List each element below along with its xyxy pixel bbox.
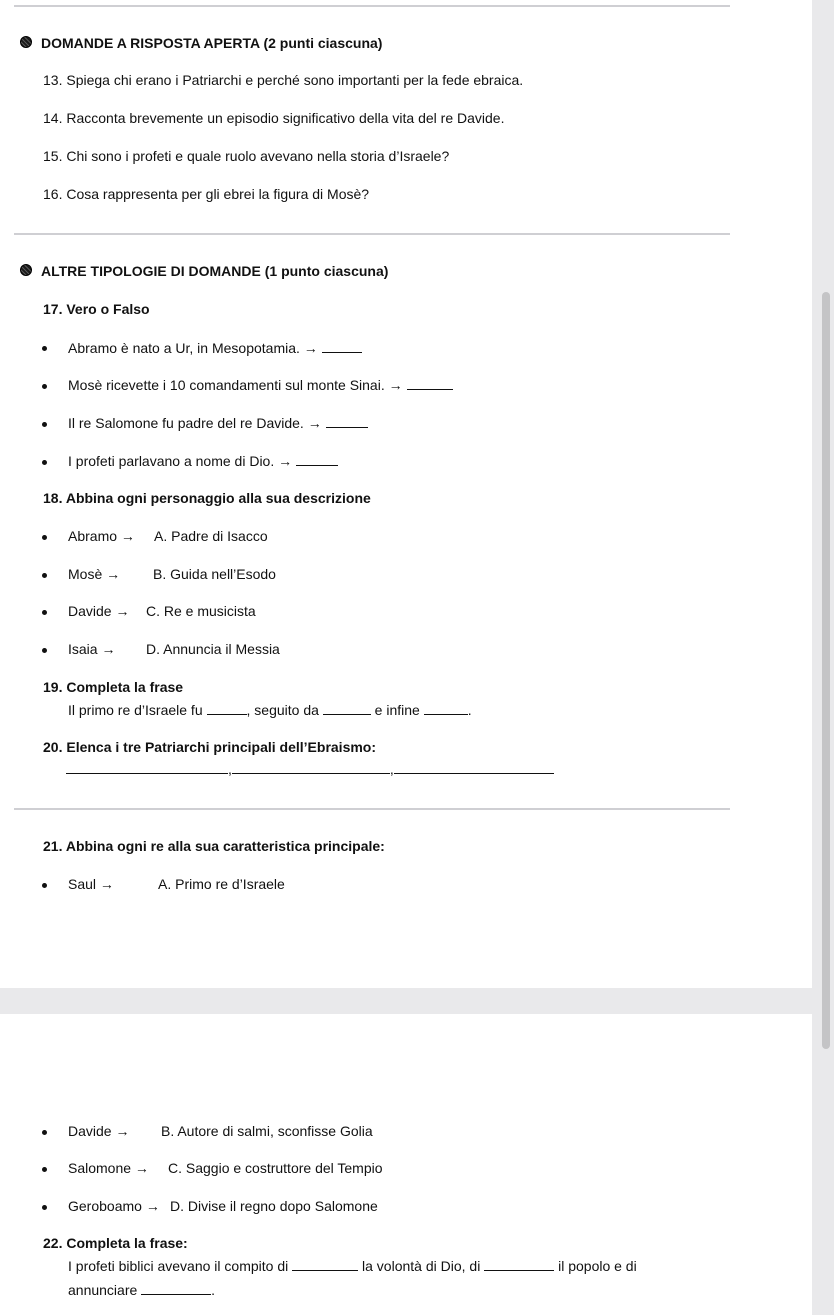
answer-blank[interactable] xyxy=(322,339,362,353)
section-title-open-questions: DOMANDE A RISPOSTA APERTA (2 punti ciascuna) xyxy=(41,35,383,51)
question-17-title: 17. Vero o Falso xyxy=(43,301,150,317)
answer-blank[interactable] xyxy=(296,452,338,466)
section-title-other-questions: ALTRE TIPOLOGIE DI DOMANDE (1 punto ciascuna) xyxy=(41,263,389,279)
bullet xyxy=(42,610,47,615)
divider xyxy=(14,233,730,235)
match-left: Saul → xyxy=(68,876,114,892)
bullet xyxy=(42,1130,47,1135)
section-bullet-icon xyxy=(20,264,32,276)
bullet xyxy=(42,384,47,389)
question-15: 15. Chi sono i profeti e quale ruolo avevano nella storia d’Israele? xyxy=(43,148,450,164)
match-right: A. Padre di Isacco xyxy=(154,528,268,544)
answer-blank[interactable] xyxy=(323,701,371,715)
divider xyxy=(14,5,730,7)
patriarchs-blanks: , , xyxy=(66,760,554,778)
fill-sentence: I profeti biblici avevano il compito di la volontà di Dio, di il popolo e di xyxy=(68,1258,637,1274)
answer-blank[interactable] xyxy=(66,760,228,774)
bullet xyxy=(42,460,47,465)
match-left: Davide → xyxy=(68,603,130,619)
match-right: D. Annuncia il Messia xyxy=(146,641,280,657)
question-13: 13. Spiega chi erano i Patriarchi e perché sono importanti per la fede ebraica. xyxy=(43,72,524,88)
answer-blank[interactable] xyxy=(424,701,468,715)
divider xyxy=(14,808,730,810)
bullet xyxy=(42,422,47,427)
match-left: Geroboamo → xyxy=(68,1198,160,1214)
answer-blank[interactable] xyxy=(232,760,390,774)
bullet xyxy=(42,1167,47,1172)
section-bullet-icon xyxy=(20,36,32,48)
question-16: 16. Cosa rappresenta per gli ebrei la figura di Mosè? xyxy=(43,186,370,202)
match-right: D. Divise il regno dopo Salomone xyxy=(170,1198,378,1214)
match-left: Salomone → xyxy=(68,1160,149,1176)
true-false-item: I profeti parlavano a nome di Dio. → xyxy=(68,452,338,470)
true-false-item: Abramo è nato a Ur, in Mesopotamia. → xyxy=(68,339,362,357)
question-18-title: 18. Abbina ogni personaggio alla sua descrizione xyxy=(43,490,371,506)
answer-blank[interactable] xyxy=(394,760,554,774)
bullet xyxy=(42,346,47,351)
question-20-title: 20. Elenca i tre Patriarchi principali dell’Ebraismo: xyxy=(43,739,377,755)
answer-blank[interactable] xyxy=(484,1257,554,1271)
bullet xyxy=(42,573,47,578)
match-right: C. Re e musicista xyxy=(146,603,256,619)
match-right: B. Guida nell’Esodo xyxy=(153,566,276,582)
question-19-title: 19. Completa la frase xyxy=(43,679,184,695)
match-right: B. Autore di salmi, sconfisse Golia xyxy=(161,1123,373,1139)
answer-blank[interactable] xyxy=(141,1281,211,1295)
scrollbar[interactable] xyxy=(822,292,830,1049)
true-false-item: Il re Salomone fu padre del re Davide. → xyxy=(68,414,368,432)
bullet xyxy=(42,1205,47,1210)
match-left: Mosè → xyxy=(68,566,121,582)
fill-sentence: annunciare . xyxy=(68,1282,216,1298)
true-false-item: Mosè ricevette i 10 comandamenti sul monte Sinai. → xyxy=(68,376,453,394)
match-right: C. Saggio e costruttore del Tempio xyxy=(168,1160,383,1176)
match-left: Abramo → xyxy=(68,528,135,544)
question-22-title: 22. Completa la frase: xyxy=(43,1235,188,1251)
match-right: A. Primo re d’Israele xyxy=(158,876,285,892)
answer-blank[interactable] xyxy=(407,376,453,390)
question-14: 14. Racconta brevemente un episodio significativo della vita del re Davide. xyxy=(43,110,505,126)
document-page-2 xyxy=(0,1014,812,1315)
match-left: Isaia → xyxy=(68,641,116,657)
bullet xyxy=(42,883,47,888)
question-21-title: 21. Abbina ogni re alla sua caratteristica principale: xyxy=(43,838,385,854)
match-left: Davide → xyxy=(68,1123,130,1139)
answer-blank[interactable] xyxy=(207,701,247,715)
bullet xyxy=(42,648,47,653)
fill-sentence: Il primo re d’Israele fu , seguito da e infine . xyxy=(68,702,472,718)
bullet xyxy=(42,535,47,540)
answer-blank[interactable] xyxy=(292,1257,358,1271)
answer-blank[interactable] xyxy=(326,414,368,428)
